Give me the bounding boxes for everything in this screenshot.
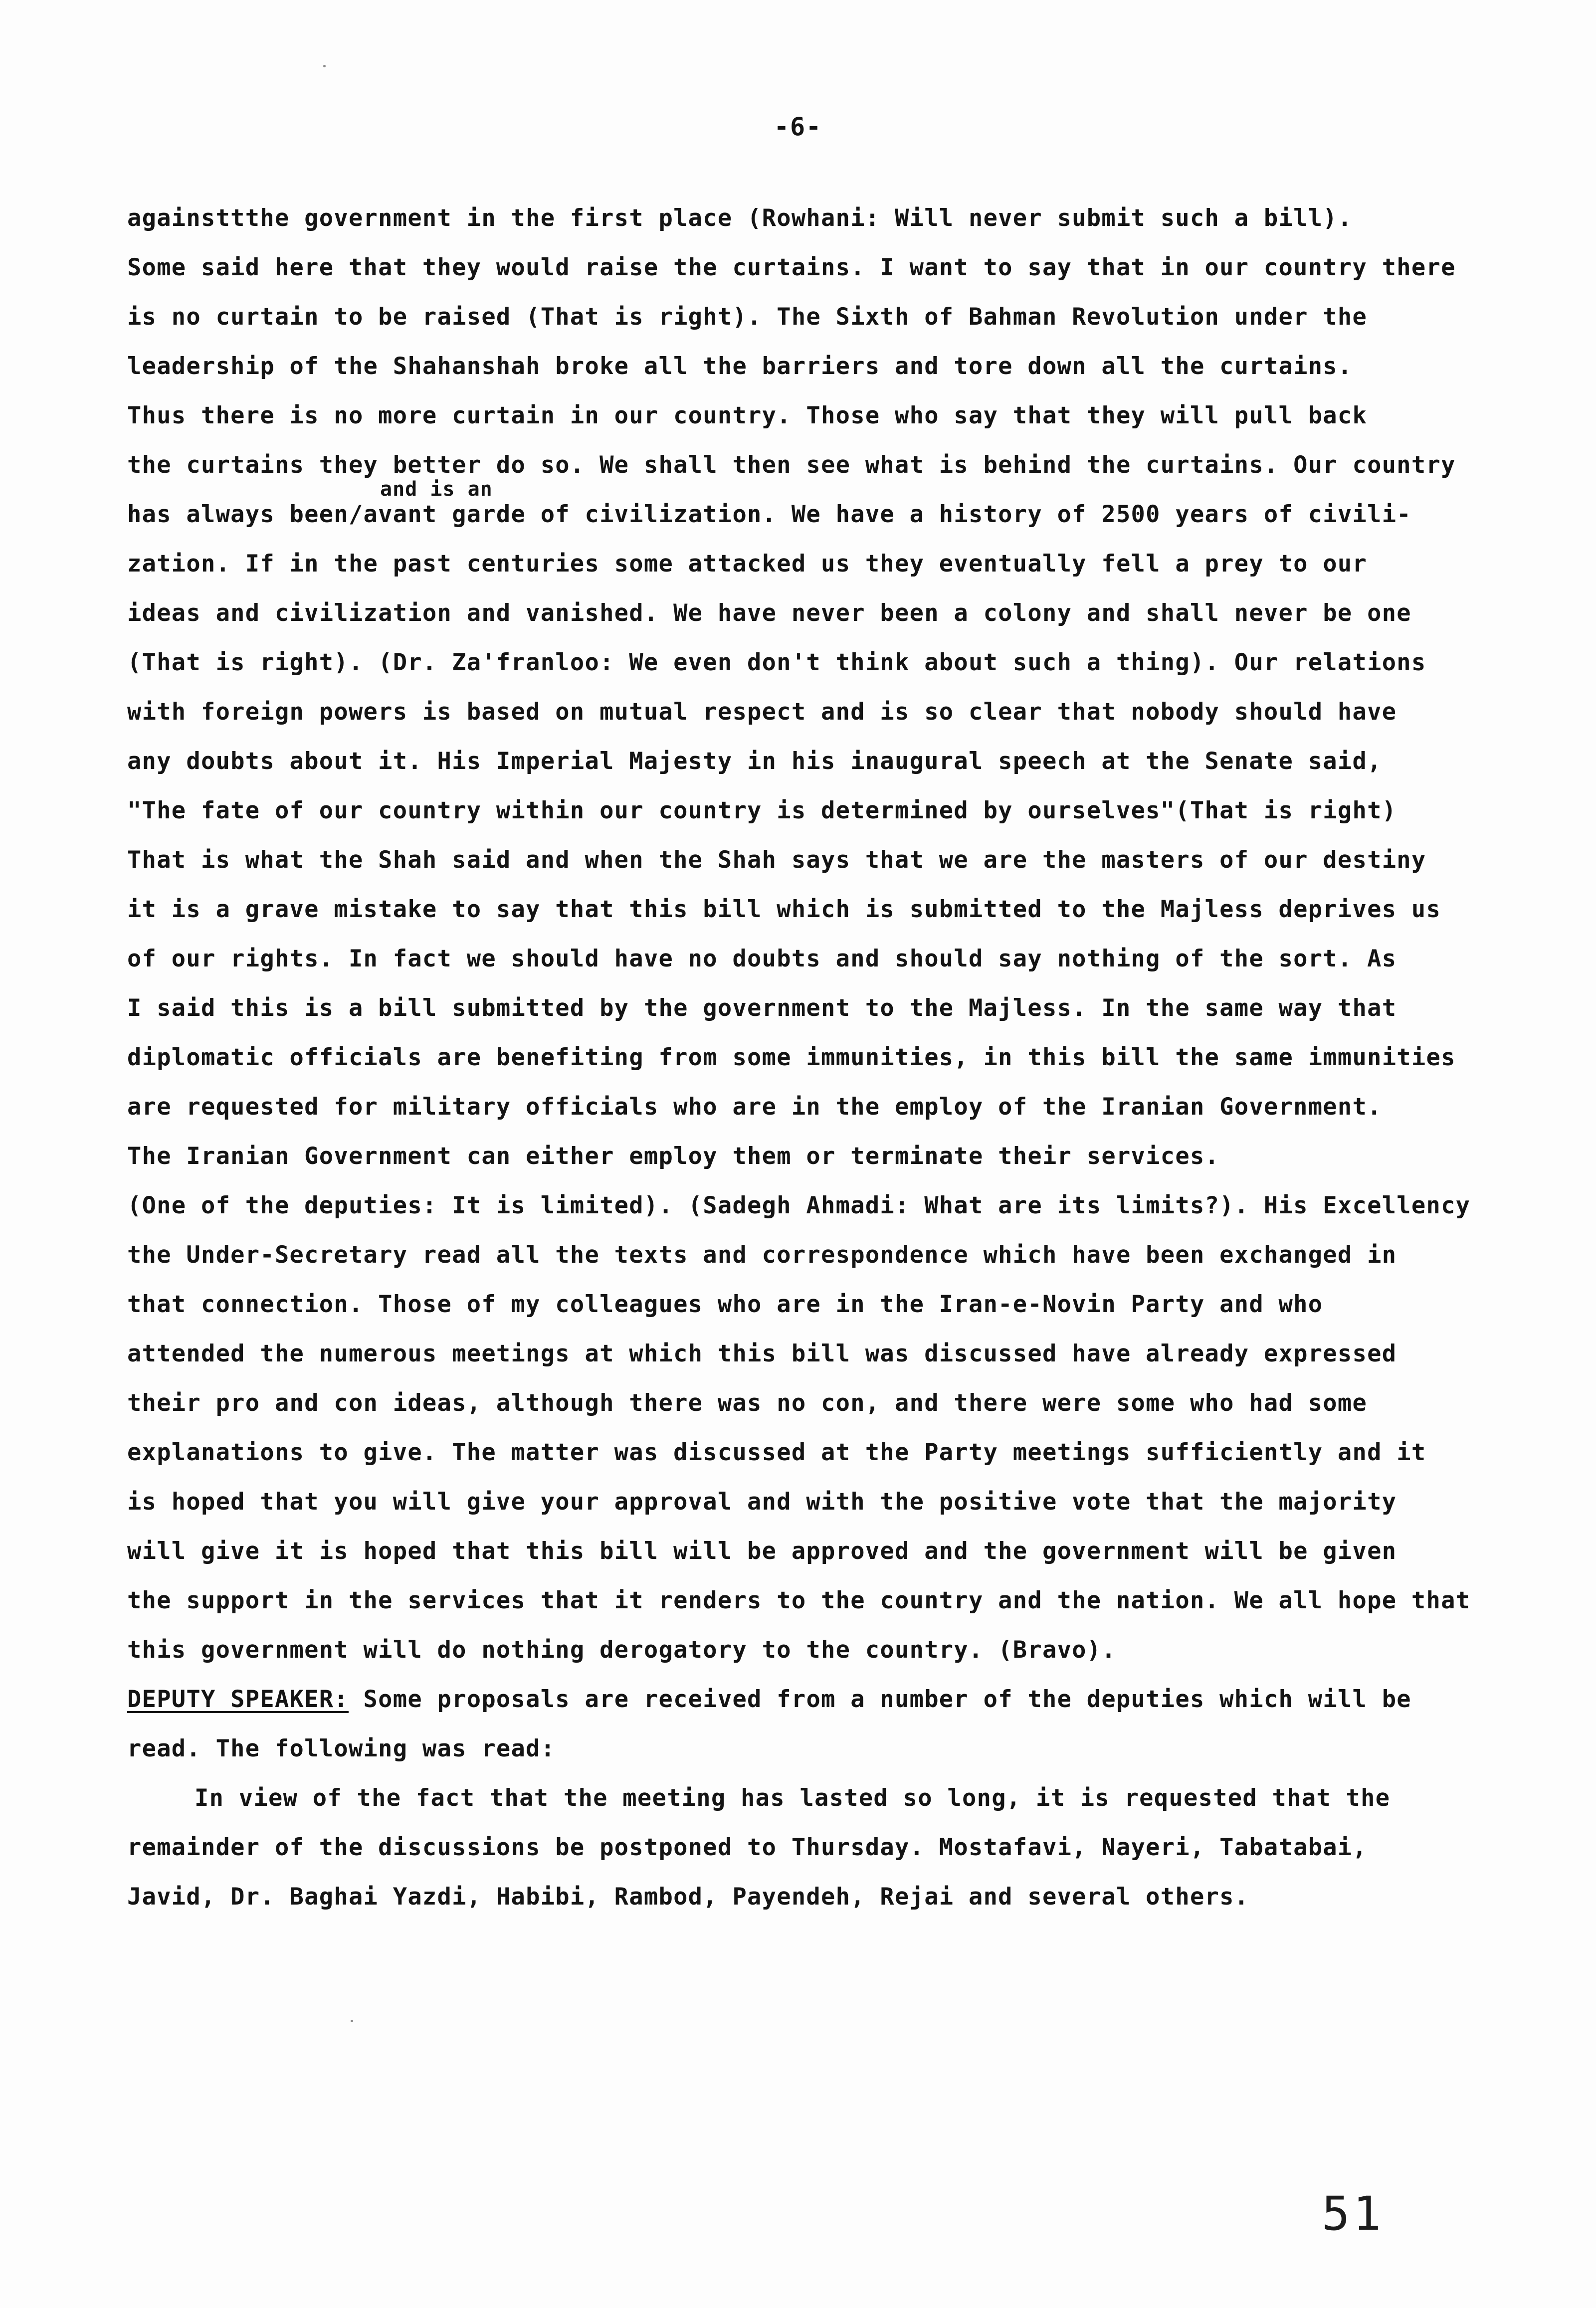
text-line: that connection. Those of my colleagues who are in the Iran-e-Novin Party and who [127,1291,1323,1318]
text-line: Some said here that they would raise the curtains. I want to say that in our country there [127,254,1456,281]
text-line: attended the numerous meetings at which this bill was discussed have already expressed [127,1340,1397,1367]
text-line: is hoped that you will give your approval and with the positive vote that the majority [127,1488,1397,1516]
proposal-line: remainder of the discussions be postponed to Thursday. Mostafavi, Nayeri, Tabatabai, [127,1834,1368,1861]
text-line: with foreign powers is based on mutual respect and is so clear that nobody should have [127,698,1397,726]
text-line: any doubts about it. His Imperial Majesty in his inaugural speech at the Senate said, [127,748,1382,775]
text-line: ideas and civilization and vanished. We have never been a colony and shall never be one [127,599,1411,627]
text-line: (That is right). (Dr. Za'franloo: We even don't think about such a thing). Our relations [127,649,1426,676]
text-line: leadership of the Shahanshah broke all the barriers and tore down all the curtains. [127,353,1353,380]
text-line: is no curtain to be raised (That is right). The Sixth of Bahman Revolution under the [127,303,1368,331]
text-line: are requested for military officials who are in the employ of the Iranian Government. [127,1093,1382,1121]
text-line: zation. If in the past centuries some attacked us they eventually fell a prey to our [127,550,1368,577]
text-line: will give it is hoped that this bill will be approved and the government will be given [127,1538,1397,1565]
text-line: diplomatic officials are benefiting from some immunities, in this bill the same immunities [127,1044,1456,1071]
deputy-speaker-line [127,1675,1484,1724]
scan-speck [351,2020,353,2022]
text-line: (One of the deputies: It is limited). (Sadegh Ahmadi: What are its limits?). His Excellency [127,1192,1471,1219]
interline-insertion: and is an [380,478,493,501]
scan-speck [323,65,326,67]
text-line: it is a grave mistake to say that this bill which is submitted to the Majless deprives us [127,896,1441,923]
text-line: this government will do nothing derogatory to the country. (Bravo). [127,1636,1116,1664]
text-line: their pro and con ideas, although there was no con, and there were some who had some [127,1389,1368,1417]
text-line: read. The following was read: [127,1735,556,1762]
text-line: the support in the services that it renders to the country and the nation. We all hope that [127,1587,1471,1614]
text-line: I said this is a bill submitted by the government to the Majless. In the same way that [127,994,1397,1022]
deputy-speaker-text: Some proposals are received from a number of the deputies which will be [348,1686,1411,1713]
text-line: againsttthe government in the first place (Rowhani: Will never submit such a bill). [127,204,1353,232]
text-line: That is what the Shah said and when the Shah says that we are the masters of our destiny [127,846,1426,874]
page-footer-number: 51 [1322,2187,1385,2241]
text-line: the curtains they better do so. We shall then see what is behind the curtains. Our country [127,451,1456,479]
text-line: of our rights. In fact we should have no doubts and should say nothing of the sort. As [127,945,1397,972]
page-header-number: -6- [774,112,822,141]
document-body [127,193,1484,1922]
deputy-speaker-label: DEPUTY SPEAKER: [127,1686,349,1713]
proposal-line: In view of the fact that the meeting has lasted so long, it is requested that the [195,1784,1391,1812]
text-line: has always been/avant garde of civilization. We have a history of 2500 years of civili- [127,501,1411,528]
text-line: explanations to give. The matter was discussed at the Party meetings sufficiently and it [127,1439,1426,1466]
text-line: "The fate of our country within our country is determined by ourselves"(That is right) [127,797,1397,824]
proposal-line: Javid, Dr. Baghai Yazdi, Habibi, Rambod, Payendeh, Rejai and several others. [127,1883,1249,1911]
text-line: Thus there is no more curtain in our country. Those who say that they will pull back [127,402,1368,429]
text-line: The Iranian Government can either employ them or terminate their services. [127,1143,1220,1170]
text-line: the Under-Secretary read all the texts and correspondence which have been exchanged in [127,1241,1397,1269]
